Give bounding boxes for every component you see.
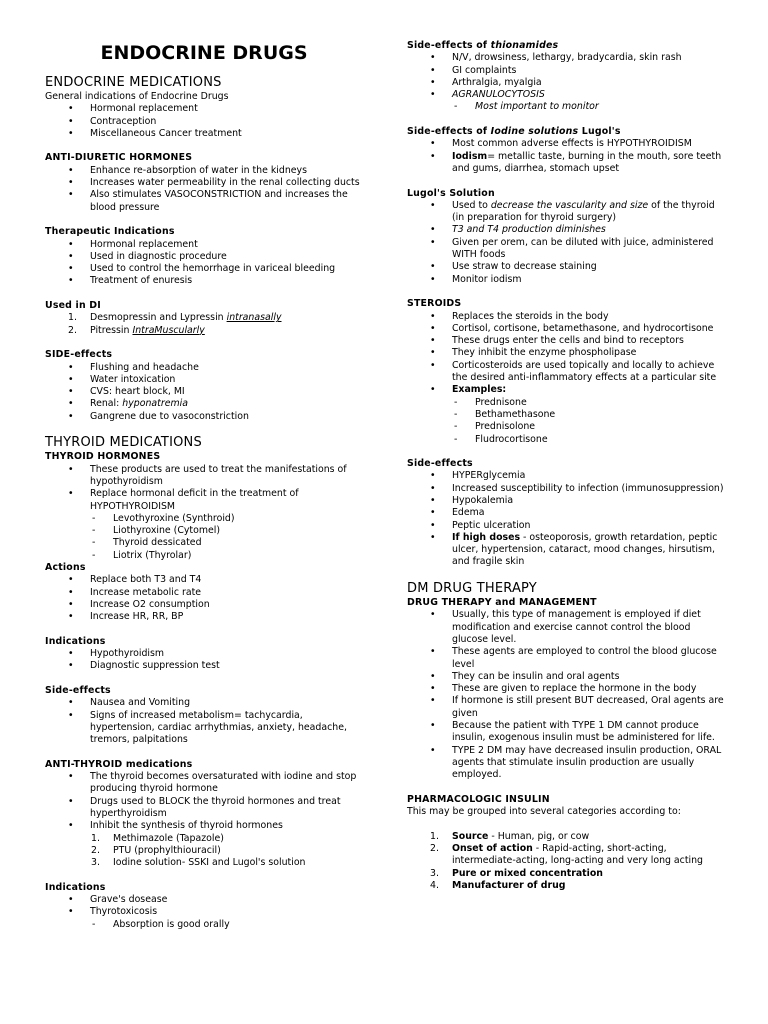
list-item: • Use straw to decrease staining (407, 261, 725, 273)
heading-thionamides: Side-effects of thionamides (407, 40, 559, 51)
endocrine-list (45, 103, 363, 140)
list-item: • Thyrotoxicosis (45, 906, 363, 918)
heading-anti-thyroid: ANTI-THYROID medications (45, 758, 193, 770)
heading-steroid-side-effects: Side-effects (407, 458, 473, 470)
list-item: • If hormone is still present BUT decreased, Oral agents are given (407, 695, 725, 720)
heading-steroids: STEROIDS (407, 298, 462, 310)
heading-dm-management: DRUG THERAPY and MANAGEMENT (407, 597, 597, 609)
list-item: • Water intoxication (45, 374, 363, 386)
list-item: 1. Methimazole (Tapazole) (91, 832, 224, 844)
list-item: • GI complaints (407, 65, 725, 77)
actions-list (45, 574, 363, 623)
list-item: • These agents are employed to control the blood glucose level (407, 646, 725, 671)
list-item: • HYPERglycemia (407, 470, 725, 482)
heading-used-in-di: Used in DI (45, 300, 101, 312)
sub-list-item: - Levothyroxine (Synthroid) (45, 513, 363, 525)
right-column (407, 40, 725, 892)
list-item: • Diagnostic suppression test (45, 660, 363, 672)
list-item: • They can be insulin and oral agents (407, 671, 725, 683)
list-item: • TYPE 2 DM may have decreased insulin production, ORAL agents that stimulate insulin production are usually employed. (407, 745, 725, 782)
sub-list-item: - Liotrix (Thyrolar) (45, 550, 363, 562)
list-item: 1. Source - Human, pig, or cow (430, 830, 590, 842)
list-item: • Most common adverse effects is HYPOTHYROIDISM (407, 138, 725, 150)
side-effects-list (45, 362, 363, 423)
sub-list-item: - Most important to monitor (407, 101, 725, 113)
anti-thyroid-list (45, 771, 363, 832)
insulin-list (407, 831, 725, 892)
section-heading-endocrine: ENDOCRINE MEDICATIONS (45, 75, 222, 90)
list-item: • Flushing and headache (45, 362, 363, 374)
endocrine-intro: General indications of Endocrine Drugs (45, 91, 229, 102)
sub-list-item: - Bethamethasone (407, 409, 725, 421)
list-item: • Arthralgia, myalgia (407, 77, 725, 89)
list-item: • They inhibit the enzyme phospholipase (407, 347, 725, 359)
list-item: • Treatment of enuresis (45, 275, 363, 287)
list-item: • Contraception (45, 116, 363, 128)
list-item: • Enhance re-absorption of water in the kidneys (45, 165, 363, 177)
list-item: • AGRANULOCYTOSIS (407, 89, 725, 101)
list-item: • Hormonal replacement (45, 239, 363, 251)
steroids-list (407, 311, 725, 446)
list-item: 2. Pitressin IntraMuscularly (68, 324, 205, 336)
sub-list-item: - Prednisone (407, 397, 725, 409)
thionamides-list (407, 52, 725, 113)
list-item: • Increased susceptibility to infection (immunosuppression) (407, 483, 725, 495)
anti-thyroid-drugs (45, 833, 363, 870)
list-item: • Inhibit the synthesis of thyroid hormones (45, 820, 363, 832)
steroid-side-effects-list (407, 470, 725, 568)
adh-list (45, 165, 363, 214)
list-item: • Corticosteroids are used topically and locally to achieve the desired anti-inflammatory effects at a particular site (407, 360, 725, 385)
list-item: 1. Desmopressin and Lypressin intranasally (68, 312, 282, 324)
thyroid-hormones-list (45, 464, 363, 562)
list-item: • Renal: hyponatremia (45, 398, 363, 410)
heading-indications-2: Indications (45, 881, 106, 893)
thyroid-side-effects-list (45, 697, 363, 746)
sub-list-item: - Liothyroxine (Cytomel) (45, 525, 363, 537)
list-item: • Used in diagnostic procedure (45, 251, 363, 263)
list-item: • Hormonal replacement (45, 103, 363, 115)
list-item: • Monitor iodism (407, 274, 725, 286)
heading-indications: Indications (45, 635, 106, 647)
list-item: • Drugs used to BLOCK the thyroid hormones and treat hyperthyroidism (45, 796, 363, 821)
sub-list-item: - Fludrocortisone (407, 434, 725, 446)
heading-pharmacologic-insulin: PHARMACOLOGIC INSULIN (407, 793, 550, 805)
list-item: • Signs of increased metabolism= tachycardia, hypertension, cardiac arrhythmias, anxiety, headache, tremors, palpitations (45, 710, 363, 747)
list-item: • Grave's dosease (45, 894, 363, 906)
list-item: • Replaces the steroids in the body (407, 311, 725, 323)
sub-list-item: - Prednisolone (407, 421, 725, 433)
indications-list (45, 648, 363, 673)
list-item: • These are given to replace the hormone in the body (407, 683, 725, 695)
heading-therapeutic: Therapeutic Indications (45, 226, 175, 238)
list-item: • The thyroid becomes oversaturated with iodine and stop producing thyroid hormone (45, 771, 363, 796)
list-item: • Because the patient with TYPE 1 DM cannot produce insulin, exogenous insulin must be administered for life. (407, 720, 725, 745)
iodine-list (407, 138, 725, 175)
list-item: 3. Pure or mixed concentration (430, 867, 603, 879)
list-item: • Replace both T3 and T4 (45, 574, 363, 586)
lugols-list (407, 200, 725, 286)
list-item: 2. Onset of action - Rapid-acting, short-acting, intermediate-acting, long-acting and very long acting (430, 843, 704, 867)
list-item: • T3 and T4 production diminishes (407, 224, 725, 236)
dm-list (407, 609, 725, 781)
list-item: • Increases water permeability in the renal collecting ducts (45, 177, 363, 189)
list-item: • Used to decrease the vascularity and size of the thyroid (in preparation for thyroid surgery) (407, 200, 725, 225)
list-item: • N/V, drowsiness, lethargy, bradycardia, skin rash (407, 52, 725, 64)
heading-actions: Actions (45, 561, 86, 573)
insulin-intro: This may be grouped into several categories according to: (407, 806, 681, 818)
list-item: • Hypokalemia (407, 495, 725, 507)
list-item: • Increase O2 consumption (45, 599, 363, 611)
heading-iodine: Side-effects of Iodine solutions Lugol's (407, 126, 621, 138)
list-item: • Increase HR, RR, BP (45, 611, 363, 623)
list-item: • Replace hormonal deficit in the treatment of HYPOTHYROIDISM (45, 488, 363, 513)
heading-thyroid-side-effects: Side-effects (45, 684, 111, 696)
heading-anti-diuretic: ANTI-DIURETIC HORMONES (45, 152, 193, 164)
list-item: • These products are used to treat the manifestations of hypothyroidism (45, 464, 363, 489)
list-item: • If high doses - osteoporosis, growth retardation, peptic ulcer, hypertension, cataract, mood changes, hirsutism, and fragile skin (407, 532, 725, 569)
list-item: 2. PTU (prophylthiouracil) (91, 844, 221, 856)
document-title: ENDOCRINE DRUGS (100, 42, 308, 64)
heading-side-effects: SIDE-effects (45, 349, 113, 361)
section-heading-dm: DM DRUG THERAPY (407, 581, 537, 597)
list-item: • Nausea and Vomiting (45, 697, 363, 709)
list-item: • Cortisol, cortisone, betamethasone, and hydrocortisone (407, 323, 725, 335)
list-item: • Hypothyroidism (45, 648, 363, 660)
list-item: • Examples: (407, 384, 725, 396)
list-item: • Edema (407, 507, 725, 519)
list-item: • Used to control the hemorrhage in variceal bleeding (45, 263, 363, 275)
list-item: • Miscellaneous Cancer treatment (45, 128, 363, 140)
left-column (45, 0, 363, 931)
indications-2-list (45, 894, 363, 931)
list-item: 3. Iodine solution- SSKI and Lugol's solution (91, 857, 306, 869)
section-heading-thyroid: THYROID MEDICATIONS (45, 435, 202, 451)
list-item: • Gangrene due to vasoconstriction (45, 411, 363, 423)
list-item: • Given per orem, can be diluted with juice, administered WITH foods (407, 237, 725, 262)
list-item: • Iodism= metallic taste, burning in the mouth, sore teeth and gums, diarrhea, stomach upset (407, 151, 725, 176)
list-item: • Usually, this type of management is employed if diet modification and exercise cannot control the blood glucose level. (407, 609, 725, 646)
sub-list-item: - Thyroid dessicated (45, 537, 363, 549)
list-item: • Increase metabolic rate (45, 587, 363, 599)
list-item: • Peptic ulceration (407, 520, 725, 532)
sub-list-item: - Absorption is good orally (45, 919, 363, 931)
list-item: • These drugs enter the cells and bind to receptors (407, 335, 725, 347)
list-item: • CVS: heart block, MI (45, 386, 363, 398)
heading-lugols: Lugol's Solution (407, 187, 495, 199)
list-item: • Also stimulates VASOCONSTRICTION and increases the blood pressure (45, 189, 363, 214)
list-item: 4. Manufacturer of drug (430, 879, 566, 891)
di-list (45, 312, 363, 337)
therapeutic-list (45, 239, 363, 288)
heading-thyroid-hormones: THYROID HORMONES (45, 451, 161, 463)
